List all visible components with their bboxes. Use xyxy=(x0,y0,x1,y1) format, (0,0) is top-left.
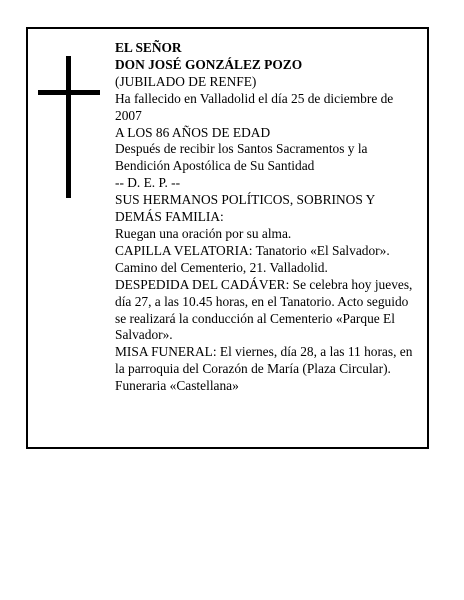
notice-body xyxy=(115,40,421,395)
obituary-notice xyxy=(26,27,429,449)
cross-vertical-bar xyxy=(66,56,71,198)
cross-icon xyxy=(38,56,100,198)
funeral-home: Funeraria «Castellana» xyxy=(115,378,239,394)
sacraments-statement: Después de recibir los Santos Sacramentos y la Bendición Apostólica de Su Santidad xyxy=(115,141,368,174)
cross-horizontal-bar xyxy=(38,90,100,95)
age-statement: A LOS 86 AÑOS DE EDAD xyxy=(115,124,271,140)
deceased-name: DON JOSÉ GONZÁLEZ POZO xyxy=(115,56,303,72)
mourners-line: SUS HERMANOS POLÍTICOS, SOBRINOS Y DEMÁS FAMILIA: xyxy=(115,192,375,225)
deceased-occupation: (JUBILADO DE RENFE) xyxy=(115,73,257,89)
notice-header-title: EL SEÑOR xyxy=(115,40,182,55)
chapel-info: CAPILLA VELATORIA: Tanatorio «El Salvador». Camino del Cementerio, 21. Valladolid. xyxy=(115,242,390,275)
death-statement: Ha fallecido en Valladolid el día 25 de diciembre de 2007 xyxy=(115,90,394,123)
rip-line: -- D. E. P. -- xyxy=(115,175,181,191)
farewell-info: DESPEDIDA DEL CADÁVER: Se celebra hoy jueves, día 27, a las 10.45 horas, en el Tanatorio. Acto seguido se realizará la conducción al Cementerio «Parque El Salvador». xyxy=(115,276,413,343)
prayer-request: Ruegan una oración por su alma. xyxy=(115,225,292,241)
funeral-mass-info: MISA FUNERAL: El viernes, día 28, a las 11 horas, en la parroquia del Corazón de María (Plaza Circular). xyxy=(115,344,413,377)
